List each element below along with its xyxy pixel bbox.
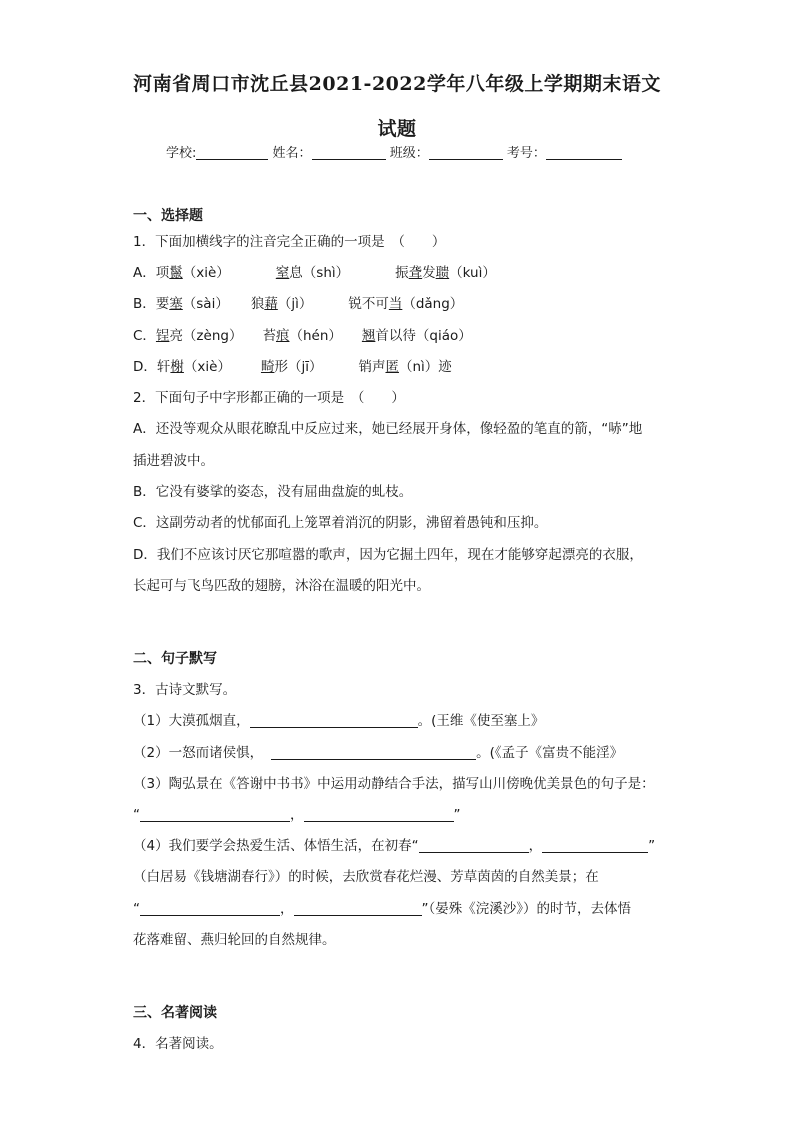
question-2-stem: 2．下面句子中字形都正确的一项是 （ ）	[133, 390, 405, 406]
answer-blank[interactable]	[140, 807, 290, 822]
exam-title-line1: 河南省周口市沈丘县2021-2022学年八年级上学期期末语文	[133, 73, 661, 95]
exam-title-line2: 试题	[377, 118, 417, 140]
q2-option-c: C．这副劳动者的忧郁面孔上笼罩着消沉的阴影，沸留着愚钝和压抑。	[133, 515, 548, 531]
q3-part-3-answer: “ ， ”	[133, 807, 461, 823]
q3-part-4-line3: “ ， ”（晏殊《浣溪沙》）的时节，去体悟	[133, 901, 631, 917]
q3-part-4-line2: （白居易《钱塘湖春行》）的时候，去欣赏春花烂漫、芳草茵茵的自然美景；在	[133, 869, 599, 885]
q3-part-2: （2）一怒而诸侯惧， 。(《孟子《富贵不能淫》	[133, 745, 624, 761]
q1-option-a: A．项鬣（xiè） 窒息（shì） 振聋发聩（kuì）	[133, 265, 496, 281]
name-label: 姓名：	[272, 146, 312, 161]
q2-option-d-line2: 长起可与飞鸟匹敌的翅膀，沐浴在温暖的阳光中。	[133, 578, 430, 594]
q3-part-4-line4: 花落难留、燕归轮回的自然规律。	[133, 932, 336, 948]
answer-blank[interactable]	[304, 807, 454, 822]
number-field[interactable]	[546, 145, 622, 160]
q2-option-a-line2: 插进碧波中。	[133, 453, 214, 469]
q1-option-c: C．锃亮（zèng） 苔痕（hén） 翘首以待（qiáo）	[133, 328, 472, 344]
q2-option-a-line1: A．还没等观众从眼花瞭乱中反应过来，她已经展开身体，像轻盈的笔直的箭，“哧”地	[133, 421, 643, 437]
school-label: 学校:	[166, 146, 197, 161]
answer-blank[interactable]	[294, 901, 422, 916]
q3-part-3: （3）陶弘景在《答谢中书书》中运用动静结合手法，描写山川傍晚优美景色的句子是：	[133, 776, 655, 792]
section-heading-choice: 一、选择题	[133, 208, 203, 224]
q3-part-1: （1）大漠孤烟直， 。(王维《使至塞上》	[133, 713, 545, 729]
q1-option-b: B．要塞（sài） 狼藉（jì） 锐不可当（dǎng）	[133, 296, 464, 312]
q1-option-d: D．轩榭（xiè） 畸形（jī） 销声匿（nì）迹	[133, 359, 452, 375]
name-field[interactable]	[312, 145, 386, 160]
answer-blank[interactable]	[419, 838, 529, 853]
answer-blank[interactable]	[140, 901, 280, 916]
q2-option-b: B．它没有婆挲的姿态，没有屈曲盘旋的虬枝。	[133, 484, 413, 500]
section-heading-dictation: 二、句子默写	[133, 651, 217, 667]
answer-blank[interactable]	[250, 713, 418, 728]
section-heading-classics: 三、名著阅读	[133, 1005, 217, 1021]
answer-blank[interactable]	[542, 838, 648, 853]
q3-part-4-line1: （4）我们要学会热爱生活、体悟生活，在初春“ ， ”	[133, 838, 656, 854]
question-1-stem: 1．下面加横线字的注音完全正确的一项是 （ ）	[133, 234, 446, 250]
question-3-stem: 3．古诗文默写。	[133, 682, 237, 698]
question-4-stem: 4．名著阅读。	[133, 1036, 223, 1052]
student-info-row	[166, 145, 622, 163]
q2-option-d-line1: D．我们不应该讨厌它那喧嚣的歌声，因为它掘土四年，现在才能够穿起漂亮的衣服，	[133, 547, 643, 563]
school-field[interactable]	[196, 145, 268, 160]
answer-blank[interactable]	[271, 745, 476, 760]
class-field[interactable]	[429, 145, 503, 160]
class-label: 班级：	[389, 146, 429, 161]
number-label: 考号：	[506, 146, 546, 161]
